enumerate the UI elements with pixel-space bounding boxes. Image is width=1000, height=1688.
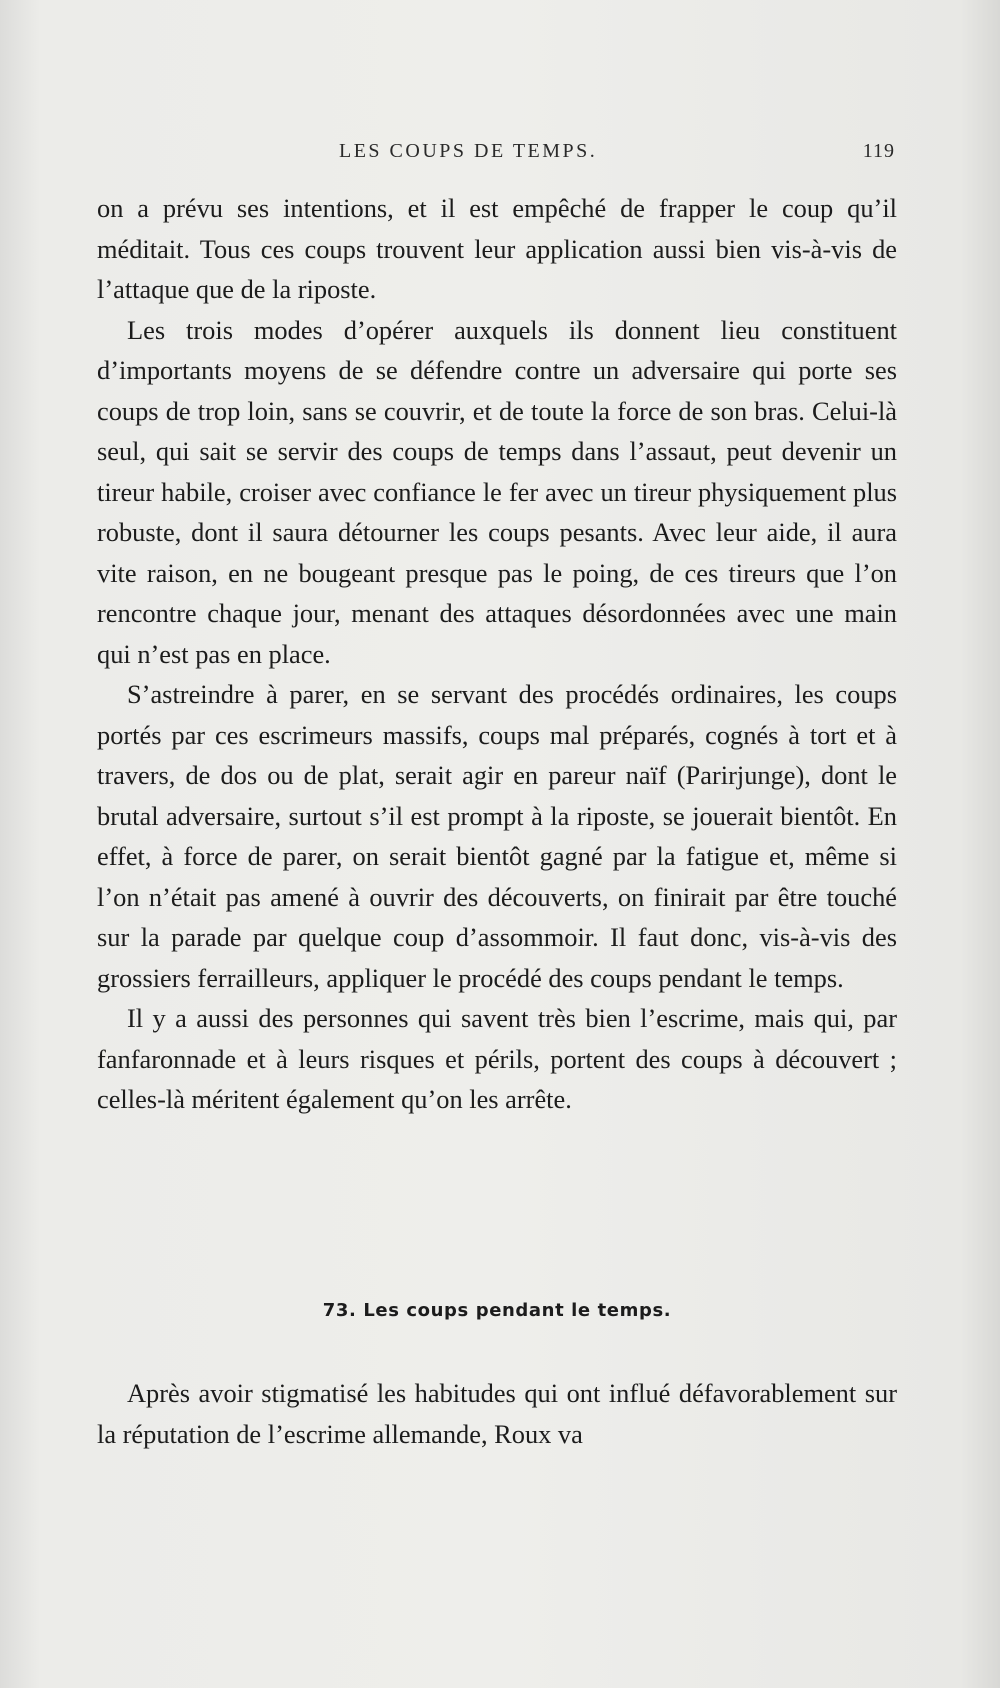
paragraph: Après avoir stigmatisé les habitudes qui ont influé défavorablement sur la réputation de l’escrime allemande, Roux va — [97, 1378, 897, 1449]
section-heading: 73. Les coups pendant le temps. — [322, 1300, 672, 1321]
running-head — [97, 140, 897, 170]
paragraph: S’astreindre à parer, en se servant des procédés ordinaires, les coups portés par ces escrimeurs massifs, coups mal préparés, cognés à tort et à travers, de dos ou de plat, serait agir en pareur naïf (Parirjunge), dont le brutal adversaire, surtout s’il est prompt à la riposte, se jouerait bientôt. En effet, à force de parer, on serait bientôt gagné par la fatigue et, même si l’on n’était pas amené à ouvrir des découverts, on finirait par être touché sur la parade par quelque coup d’assommoir. Il faut donc, vis-à-vis des grossiers ferrailleurs, appliquer le procédé des coups pendant le temps. — [97, 679, 897, 993]
page-number: 119 — [862, 140, 895, 162]
paragraph: Il y a aussi des personnes qui savent très bien l’escrime, mais qui, par fanfaronnade et à leurs risques et périls, portent des coups à découvert ; celles-là méritent également qu’on les arrête. — [97, 1003, 897, 1114]
paragraph-continuation: on a prévu ses intentions, et il est empêché de frapper le coup qu’il méditait. Tous ces coups trouvent leur application aussi bien vis-à-vis de l’attaque que de la riposte. — [97, 193, 897, 304]
paragraph: Les trois modes d’opérer auxquels ils donnent lieu constituent d’importants moyens de se défendre contre un adversaire qui porte ses coups de trop loin, sans se couvrir, et de toute la force de son bras. Celui-là seul, qui sait se servir des coups de temps dans l’assaut, peut devenir un tireur habile, croiser avec confiance le fer avec un tireur physiquement plus robuste, dont il saura détourner les coups pesants. Avec leur aide, il aura vite raison, en ne bougeant presque pas le poing, de ces tireurs que l’on rencontre chaque jour, menant des attaques désordonnées avec une main qui n’est pas en place. — [97, 314, 897, 669]
body-text — [97, 188, 897, 1120]
section-body-text — [97, 1373, 897, 1454]
running-head-title: LES COUPS DE TEMPS. — [339, 140, 598, 162]
